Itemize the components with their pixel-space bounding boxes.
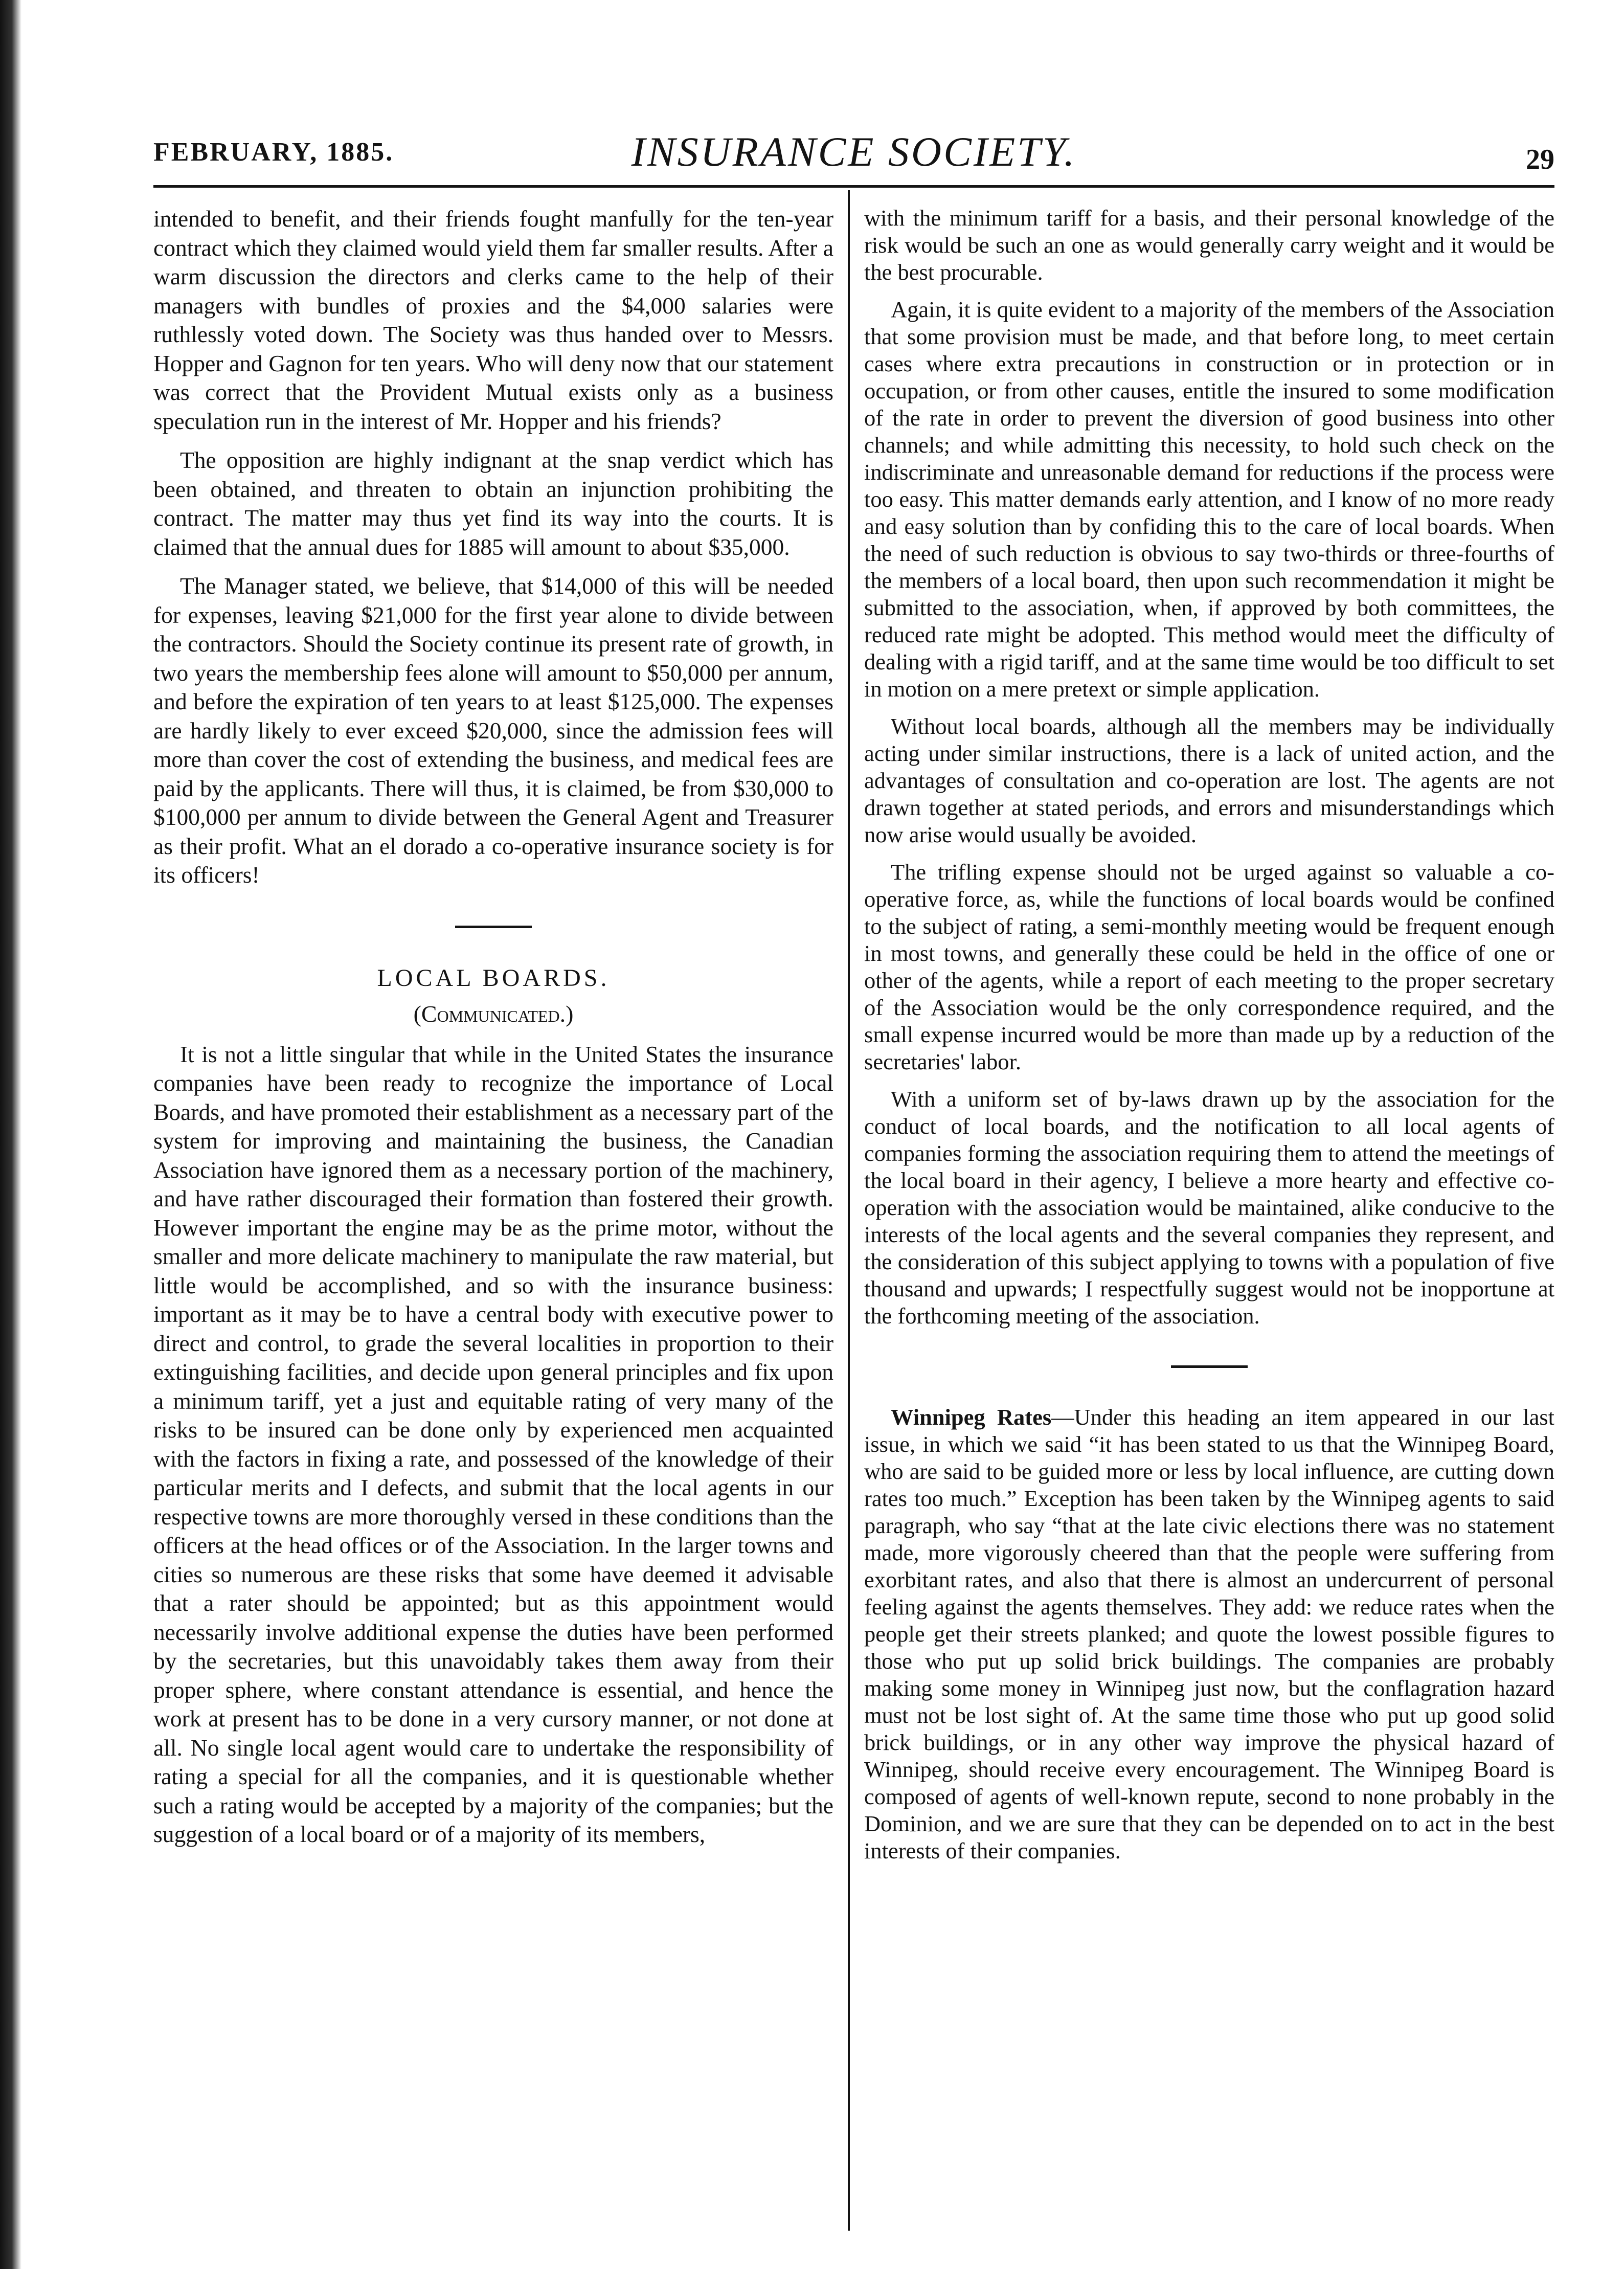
paragraph: The trifling expense should not be urged against so valuable a co-operative force, as, while the functions of local boards would be confined to the subject of rating, a semi-monthly meeting would be frequent enough in most towns, and generally these could be held in the office of one or other of the agents, while a report of each meeting to the proper secretary of the Association would be the only correspondence required, and the small expense incurred would be more than made up by a reduction of the secretaries' labor. — [864, 859, 1554, 1074]
paragraph: intended to benefit, and their friends fought manfully for the ten-year contract which they claimed would yield them far smaller results. After a warm discussion the directors and clerks came to the help of their managers with bundles of proxies and the $4,000 salaries were ruthlessly voted down. The Society was thus handed over to Messrs. Hopper and Gagnon for ten years. Who will deny now that our statement was correct that the Provident Mutual exists only as a business speculation run in the interest of Mr. Hopper and his friends? — [153, 206, 833, 434]
running-header — [153, 128, 1554, 184]
right-column — [864, 205, 1554, 2240]
section-subheading: (Communicated.) — [413, 1001, 574, 1027]
page-number: 29 — [1526, 144, 1554, 175]
section-divider — [455, 926, 532, 928]
paragraph: with the minimum tariff for a basis, and their personal knowledge of the risk would be such an one as would generally carry weight and it would be the best procurable. — [864, 205, 1554, 285]
section-divider — [1171, 1365, 1248, 1368]
paragraph: Again, it is quite evident to a majority of the members of the Association that some provision must be made, and that before long, to meet certain cases where extra precautions in construction or in protection or in occupation, or from other causes, entitle the insured to some modification of the rate in order to prevent the diversion of good business into other channels; and while admitting this necessity, to hold such check on the indiscriminate and unreasonable demand for reductions if the process were too easy. This matter demands early attention, and I know of no more ready and easy solution than by confiding this to the care of local boards. When the need of such reduction is obvious to say two-thirds or three-fourths of the members of a local board, then upon such recommendation it might be submitted to the association, when, if approved by both committees, the reduced rate might be adopted. This method would meet the difficulty of dealing with a rigid tariff, and at the same time would be too difficult to set in motion on a mere pretext or simple application. — [864, 297, 1554, 702]
section-heading: LOCAL BOARDS. — [377, 964, 610, 992]
paragraph — [864, 1404, 1554, 1864]
paragraph: It is not a little singular that while in the United States the insurance companies have been ready to recognize the importance of Local Boards, and have promoted their establishment as a necessary part of the system for improving and maintaining the business, the Canadian Association have ignored them as a necessary portion of the machinery, and have rather discouraged their formation than fostered their growth. However important the engine may be as the prime motor, without the smaller and more delicate machinery to manipulate the raw material, but little would be accomplished, and so with the insurance business: important as it may be to have a central body with executive power to direct and control, to grade the several localities in proportion to their extinguishing facilities, and decide upon general principles and fix upon a minimum tariff, yet a just and equitable rating of very many of the risks to be insured can be done only by experienced men acquainted with the factors in fixing a rate, and possessed of the knowledge of their particular merits and I defects, and submit that the local agents in our respective towns are more thoroughly versed in these conditions than the officers at the head offices or of the Association. In the larger towns and cities so numerous are these risks that some have deemed it advisable that a rater should be appointed; but as this appointment would necessarily involve additional expense the duties have been performed by the secretaries, but this unavoidably takes them away from their proper sphere, where constant attendance is essential, and hence the work at present has to be done in a very cursory manner, or not done at all. No single local agent would care to undertake the responsibility of rating a special for all the companies, and it is questionable whether such a rating would be accepted by a majority of the companies; but the suggestion of a local board or of a majority of its members, — [153, 1041, 833, 1847]
run-in-heading: Winnipeg Rates — [891, 1404, 1052, 1430]
paragraph: With a uniform set of by-laws drawn up by the association for the conduct of local boards, and the notification to all local agents of companies forming the association requiring them to attend the meetings of the local board in their agency, I believe a more hearty and effective co-operation with the association would be maintained, alike conducive to the interests of the local agents and the several companies they represent, and the consideration of this subject applying to towns with a population of five thousand and upwards; I respectfully suggest would not be inopportune at the forthcoming meeting of the association. — [864, 1086, 1554, 1329]
paragraph: The Manager stated, we believe, that $14,000 of this will be needed for expenses, leaving $21,000 for the first year alone to divide between the contractors. Should the Society continue its present rate of growth, in two years the membership fees alone will amount to $50,000 per annum, and before the expiration of ten years to at least $125,000. The expenses are hardly likely to ever exceed $20,000, since the admission fees will more than cover the cost of extending the business, and medical fees are paid by the applicants. There will thus, it is claimed, be from $30,000 to $100,000 per annum to divide between the General Agent and Treasurer as their profit. What an el dorado a co-operative insurance society is for its officers! — [153, 573, 833, 888]
paragraph: Without local boards, although all the members may be individually acting under similar instructions, there is a lack of united action, and the advantages of consultation and co-operation are lost. The agents are not drawn together at stated periods, and errors and misunderstandings which now arise would usually be avoided. — [864, 713, 1554, 847]
paragraph: The opposition are highly indignant at the snap verdict which has been obtained, and threaten to obtain an injunction prohibiting the contract. The matter may thus yet find its way into the courts. It is claimed that the annual dues for 1885 will amount to about $35,000. — [153, 447, 833, 560]
page-binding-shadow — [0, 0, 21, 2269]
left-column — [153, 205, 833, 2240]
paragraph-text: —Under this heading an item appeared in our last issue, in which we said “it has been stated to us that the Winnipeg Board, who are said to be guided more or less by local influence, are cutting down rates too much.” Exception has been taken by the Winnipeg agents to said paragraph, who say “that at the late civic elections there was no statement made, more vigorously cheered than that the people were suffering from exorbitant rates, and also that there is almost an undercurrent of personal feeling against the agents themselves. They add: we reduce rates when the people get their streets planked; and quote the lowest possible figures to those who put up solid brick buildings. The companies are probably making some money in Winnipeg just now, but the conflagration hazard must not be lost sight of. At the same time those who put up good solid brick buildings, or in any other way improve the physical hazard of Winnipeg, should receive every encouragement. The Winnipeg Board is composed of agents of well-known repute, second to none probably in the Dominion, and we are sure that they can be depended on to act in the best interests of their companies. — [864, 1404, 1554, 1863]
column-rule — [848, 190, 850, 2231]
header-rule — [153, 185, 1554, 188]
publication-title: INSURANCE SOCIETY. — [631, 128, 1077, 175]
issue-date: FEBRUARY, 1885. — [153, 138, 394, 167]
